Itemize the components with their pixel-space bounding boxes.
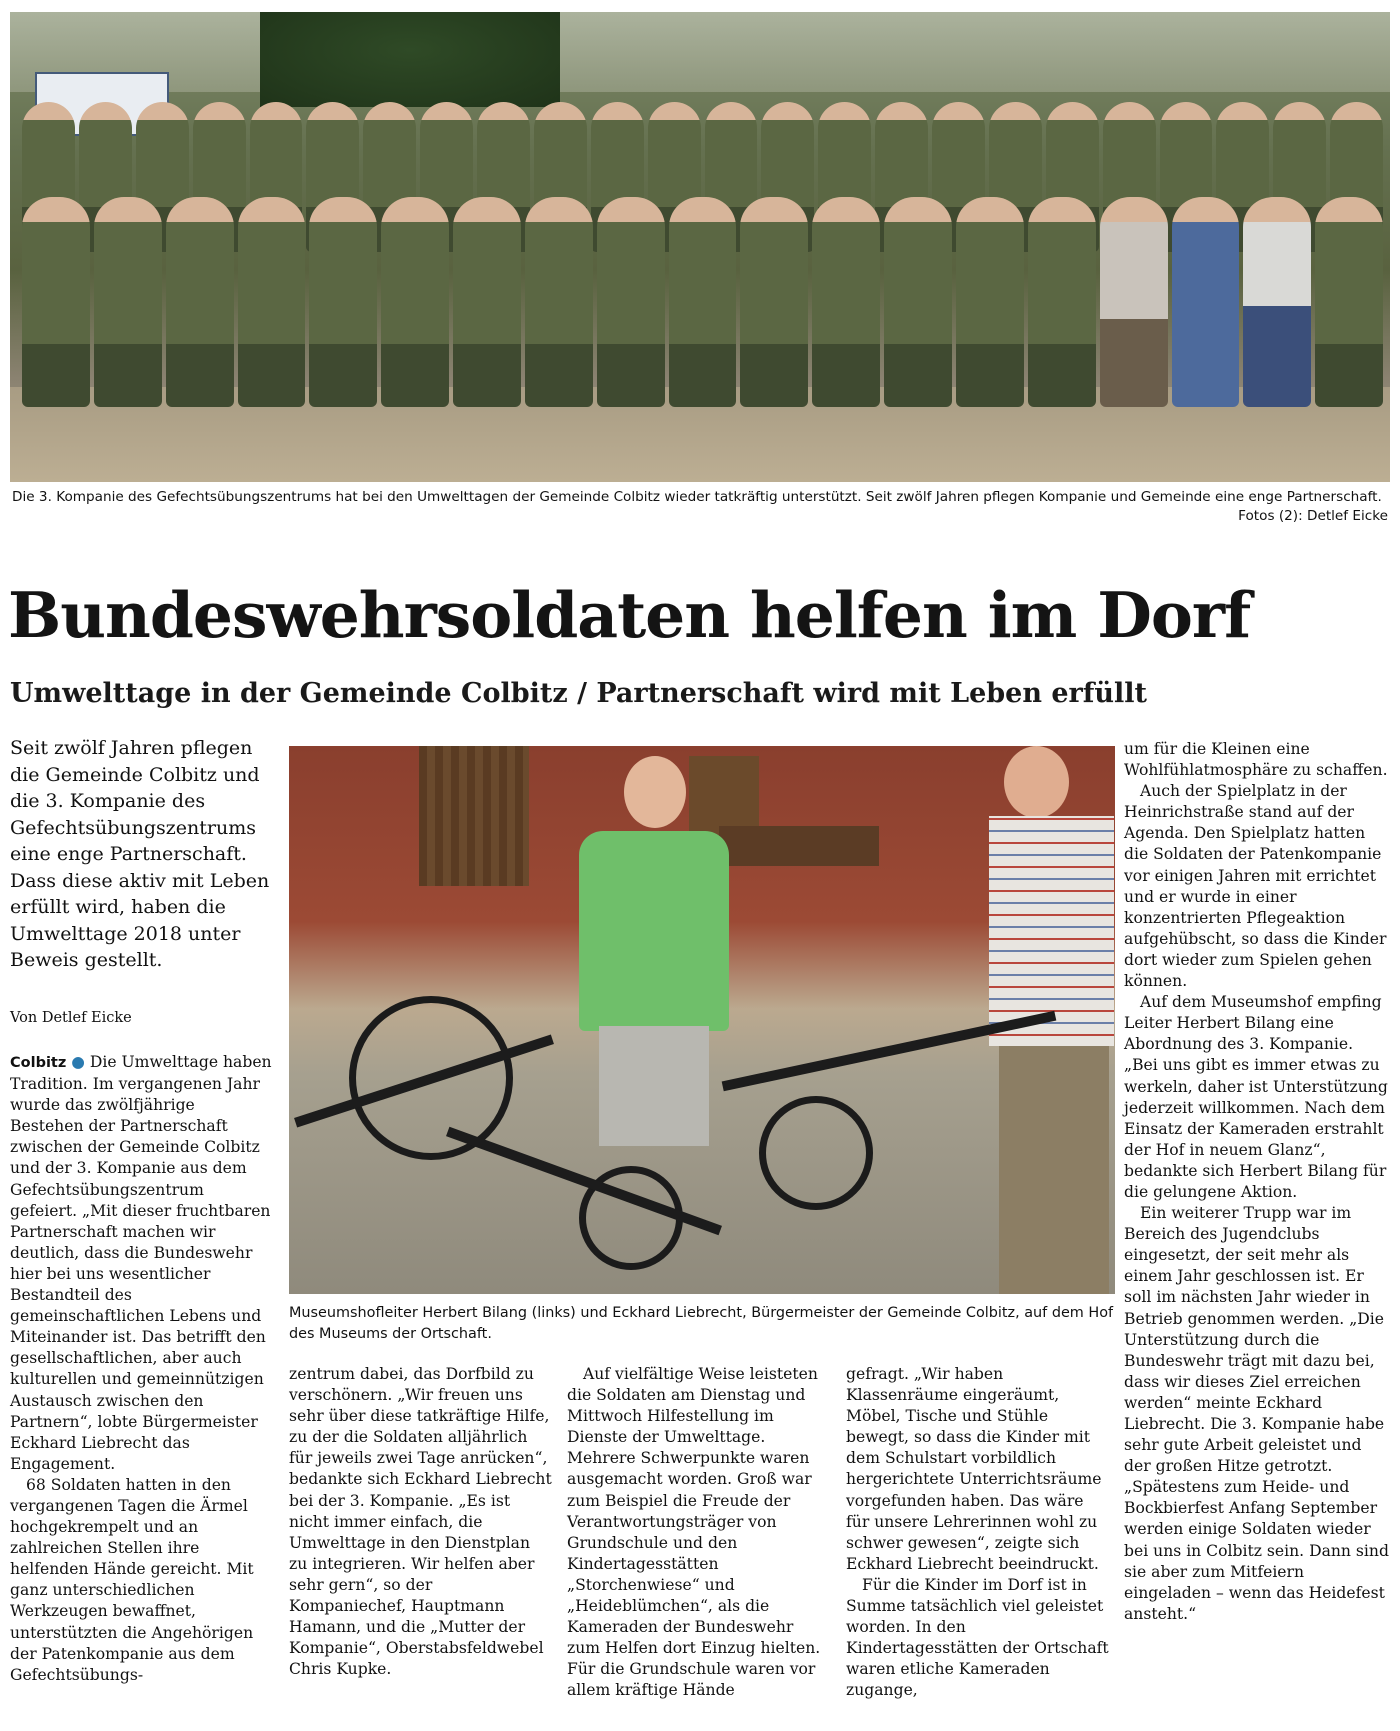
article-column-2 [289,1364,552,1680]
article-paragraph: Colbitz ● Die Umwelttage haben Tradition. Im vergangenen Jahr wurde das zwölfjährige Bestehen der Partnerschaft zwischen der Gemeinde Colbitz und der 3. Kompanie aus dem Gefechtsübungszentrum gefeiert. „Mit dieser fruchtbaren Partnerschaft machen wir deutlich, dass die Bundeswehr hier bei uns wesentlicher Bestandteil des gemeinschaftlichen Lebens und Miteinander ist. Das betrifft den gesellschaftlichen, aber auch kulturellen und gemeinnützigen Austausch zwischen den Partnern“, lobte Bürgermeister Eckhard Liebrecht das Engagement. [10,1053,272,1473]
article-paragraph: um für die Kleinen eine Wohlfühlatmosphäre zu schaffen. [1124,740,1388,780]
photo-crowd [20,102,1385,402]
article-paragraph: Für die Kinder im Dorf ist in Summe tatsächlich viel geleistet worden. In den Kindertagesstätten der Ortschaft waren etliche Kameraden zugange, [846,1575,1109,1700]
article-column-1 [10,1052,273,1686]
byline: Von Detlef Eicke [10,1010,132,1026]
article-paragraph: Auch der Spielplatz in der Heinrichstraße stand auf der Agenda. Den Spielplatz hatten die Soldaten der Patenkompanie vor einigen Jahren mit errichtet und er wurde in einer konzentrierten Pflegeaktion aufgehübscht, so dass die Kinder dort wieder zum Spielen gehen können. [1124,782,1387,991]
headline: Bundeswehrsoldaten helfen im Dorf [8,578,1251,652]
photo-bench [719,826,879,866]
group-photo-caption: Die 3. Kompanie des Gefechtsübungszentrums hat bei den Umwelttagen der Gemeinde Colbitz wieder tatkräftig unterstützt. Seit zwölf Jahren pflegen Kompanie und Gemeinde eine enge Partnerschaft. [12,489,1382,505]
group-photo [10,12,1390,482]
museum-photo-caption: Museumshofleiter Herbert Bilang (links) und Eckhard Liebrecht, Bürgermeister der Gemeinde Colbitz, auf dem Hof des Museums der Ortschaft. [289,1305,1114,1342]
lead-paragraph: Seit zwölf Jahren pflegen die Gemeinde Colbitz und die 3. Kompanie des Gefechtsübungszentrums eine enge Partnerschaft. Dass diese aktiv mit Leben erfüllt wird, haben die Umwelttage 2018 unter Beweis gestellt. [10,737,270,971]
photo-credit: Fotos (2): Detlef Eicke [1238,508,1388,524]
article-paragraph: Auf dem Museumshof empfing Leiter Herbert Bilang eine Abordnung des 3. Kompanie. „Bei uns gibt es immer etwas zu werkeln, daher ist Unterstützung jederzeit willkommen. Nach dem Einsatz der Kameraden erstrahlt der Hof in neuem Glanz“, bedankte sich Herbert Bilang für die gelungene Aktion. [1124,993,1388,1201]
dateline: Colbitz [10,1055,67,1071]
museum-photo [289,746,1115,1294]
photo-hedge [260,12,560,107]
article-column-3 [567,1364,830,1702]
photo-person-left [579,756,729,1206]
article-paragraph: Auf vielfältige Weise leisteten die Soldaten am Dienstag und Mittwoch Hilfestellung im Dienste der Umwelttage. Mehrere Schwerpunkte waren ausgemacht worden. Groß war zum Beispiel die Freude der Verantwortungsträger von Grundschule und den Kindertagesstätten „Storchenwiese“ und „Heideblümchen“, als die Kameraden der Bundeswehr zum Helfen dort Einzug hielten. Für die Grundschule waren vor allem kräftige Hände [567,1365,821,1700]
article-paragraph: gefragt. „Wir haben Klassenräume eingeräumt, Möbel, Tische und Stühle bewegt, so dass die Kinder mit dem Schulstart vorbildlich hergerichtete Unterrichtsräume vorgefunden haben. Das wäre für unsere Lehrerinnen wohl zu schwer gewesen“, zeigte sich Eckhard Liebrecht beeindruckt. [846,1365,1102,1573]
article-column-5 [1124,739,1390,1625]
dateline-dot-icon: ● [71,1053,85,1071]
subheadline: Umwelttage in der Gemeinde Colbitz / Partnerschaft wird mit Leben erfüllt [10,678,1147,709]
article-column-4 [846,1364,1109,1702]
article-paragraph: 68 Soldaten hatten in den vergangenen Tagen die Ärmel hochgekrempelt und an zahlreichen Stellen ihre helfenden Hände gereicht. Mit ganz unterschiedlichen Werkzeugen bewaffnet, unterstützten die Angehörigen der Patenkompanie aus dem Gefechtsübungs- [10,1475,254,1684]
photo-sky [10,12,1390,92]
article-paragraph: zentrum dabei, das Dorfbild zu verschönern. „Wir freuen uns sehr über diese tatkräftige Hilfe, zu der die Soldaten alljährlich für jeweils zwei Tage anrücken“, bedankte sich Eckhard Liebrecht bei der 3. Kompanie. „Es ist nicht immer einfach, die Umwelttage in den Dienstplan zu integrieren. Wir helfen aber sehr gern“, so der Kompaniechef, Hauptmann Hamann, und die „Mutter der Kompanie“, Oberstabsfeldwebel Chris Kupke. [289,1365,552,1679]
photo-plough-wheel [759,1096,873,1210]
article-paragraph: Ein weiterer Trupp war im Bereich des Jugendclubs eingesetzt, der seit mehr als einem Jahr geschlossen ist. Er soll im nächsten Jahr wieder in Betrieb genommen werden. „Die Unterstützung durch die Bundeswehr trägt mit dazu bei, dass wir dieses Ziel erreichen werden“ meinte Eckhard Liebrecht. Die 3. Kompanie habe sehr gute Arbeit geleistet und der großen Hitze getrotzt. „Spätestens zum Heide- und Bockbierfest Anfang September werden einige Soldaten wieder bei uns in Colbitz sein. Dann sind sie aber zum Mitfeiern eingeladen – wenn das Heidefest ansteht.“ [1124,1204,1389,1623]
photo-barn-door [419,746,529,886]
crowd-front-row [20,197,1385,407]
